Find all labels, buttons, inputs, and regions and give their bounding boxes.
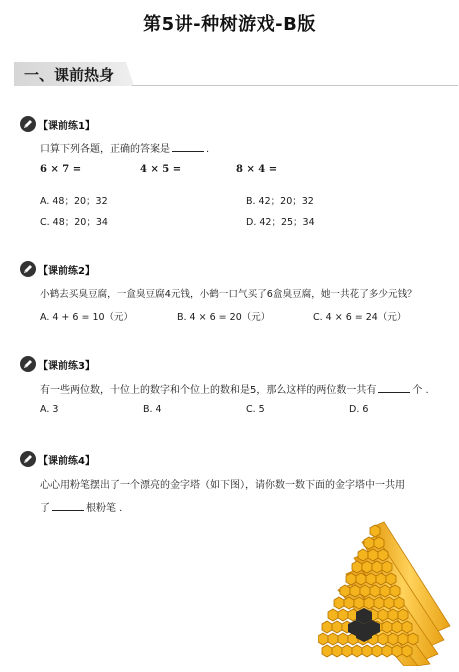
section-underline <box>132 85 458 86</box>
calc-item: 8 × 4 = <box>236 164 278 175</box>
option-a: A. 4 + 6 = 10（元） <box>40 312 134 323</box>
pencil-icon <box>20 356 36 372</box>
exercise-3-question <box>40 381 429 396</box>
pencil-icon <box>20 451 36 467</box>
exercise-1-question <box>40 140 209 155</box>
answer-blank <box>378 383 410 393</box>
exercise-4-question: 心心用粉笔摆出了一个漂亮的金字塔（如下图），请你数一数下面的金字塔中一共用 <box>40 480 405 491</box>
answer-blank <box>172 142 204 152</box>
option-c: C. 4 × 6 = 24（元） <box>313 312 407 323</box>
option-b: B. 4 × 6 = 20（元） <box>177 312 271 323</box>
answer-blank <box>52 501 84 511</box>
option-b: B. 4 <box>143 404 162 415</box>
section-title: 一、课前热身 <box>24 66 115 84</box>
pencil-icon <box>20 116 36 132</box>
exercise-2-question: 小鹤去买臭豆腐，一盒臭豆腐4元钱，小鹤一口气买了6盒臭豆腐，她一共花了多少元钱？ <box>40 289 417 300</box>
option-a: A. 48；20；32 <box>40 196 108 207</box>
question-text: 有一些两位数，十位上的数字和个位上的数和是5，那么这样的两位数一共有 <box>40 385 377 396</box>
exercise-4-question-line2 <box>40 499 122 514</box>
question-text: 口算下列各题，正确的答案是 <box>40 144 170 155</box>
exercise-3-label: 【课前练3】 <box>38 361 95 372</box>
option-c: C. 5 <box>246 404 265 415</box>
page-title: 第5讲-种树游戏-B版 <box>143 14 316 35</box>
chalk-pyramid-figure <box>318 518 452 666</box>
option-d: D. 42；25；34 <box>246 217 315 228</box>
exercise-2-label: 【课前练2】 <box>38 266 95 277</box>
exercise-1-label: 【课前练1】 <box>38 121 95 132</box>
pencil-icon <box>20 261 36 277</box>
calc-item: 6 × 7 = <box>40 164 82 175</box>
question-end: 个 . <box>412 385 429 396</box>
option-c: C. 48；20；34 <box>40 217 108 228</box>
exercise-4-label: 【课前练4】 <box>38 456 95 467</box>
option-b: B. 42；20；32 <box>246 196 314 207</box>
question-line2-start: 了 <box>40 503 50 514</box>
option-d: D. 6 <box>349 404 369 415</box>
calc-item: 4 × 5 = <box>140 164 182 175</box>
question-line2-end: 根粉笔 . <box>86 503 123 514</box>
section-header <box>14 62 458 88</box>
option-a: A. 3 <box>40 404 59 415</box>
question-end: . <box>206 144 210 155</box>
